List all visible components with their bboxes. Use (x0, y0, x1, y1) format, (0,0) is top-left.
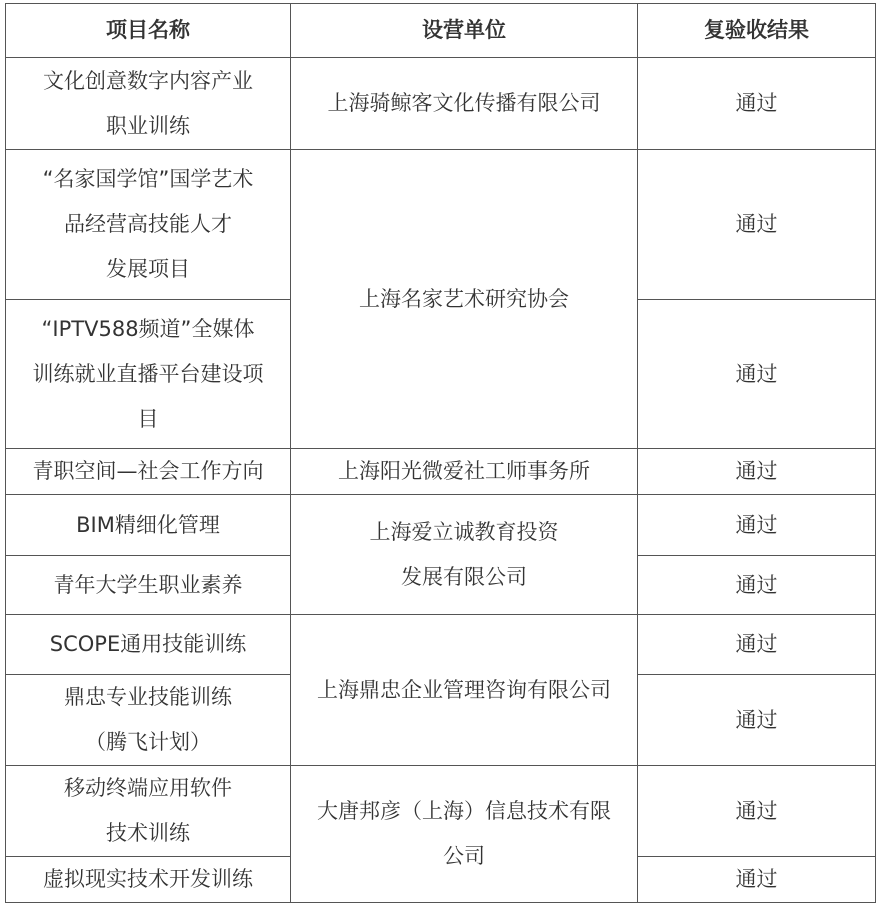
table-row (6, 615, 876, 675)
project-cell (6, 615, 291, 675)
unit-name-line: 大唐邦彦（上海）信息技术有限 (317, 799, 611, 823)
project-name-line: 品经营高技能人才 (64, 212, 232, 236)
project-name-line: SCOPE通用技能训练 (49, 632, 247, 656)
table-row (6, 766, 876, 857)
table-row (6, 449, 876, 495)
project-name-line: 发展项目 (106, 257, 190, 281)
unit-name-line: 上海爱立诚教育投资 (369, 519, 559, 544)
result-cell: 通过 (638, 857, 876, 903)
result-cell: 通过 (638, 615, 876, 675)
unit-name-line: 上海鼎忠企业管理咨询有限公司 (317, 677, 611, 702)
project-name-line: 青职空间—社会工作方向 (32, 459, 264, 483)
project-cell (6, 449, 291, 495)
result-cell: 通过 (638, 556, 876, 615)
project-name-line: 文化创意数字内容产业 (43, 68, 253, 93)
project-cell (6, 766, 291, 857)
results-table (5, 3, 876, 903)
unit-name-line: 上海阳光微爱社工师事务所 (338, 459, 590, 483)
project-cell (6, 675, 291, 766)
unit-cell (291, 150, 638, 449)
project-cell (6, 495, 291, 556)
project-cell (6, 150, 291, 300)
result-cell: 通过 (638, 58, 876, 150)
unit-cell (291, 449, 638, 495)
result-cell: 通过 (638, 675, 876, 766)
unit-name-line: 上海骑鲸客文化传播有限公司 (327, 91, 601, 115)
result-cell: 通过 (638, 150, 876, 300)
result-cell: 通过 (638, 495, 876, 556)
unit-name-line: 上海名家艺术研究协会 (359, 286, 569, 311)
header-unit: 设营单位 (291, 4, 638, 58)
project-name-line: BIM精细化管理 (76, 512, 220, 537)
header-project: 项目名称 (6, 4, 291, 58)
project-name-line: “名家国学馆”国学艺术 (42, 167, 254, 191)
unit-cell (291, 495, 638, 615)
project-name-line: “IPTV588频道”全媒体 (41, 316, 255, 341)
table-row (6, 150, 876, 300)
unit-cell (291, 58, 638, 150)
project-cell (6, 58, 291, 150)
project-cell (6, 300, 291, 449)
project-name-line: 鼎忠专业技能训练 (64, 685, 232, 709)
project-name-line: 技术训练 (106, 821, 190, 845)
result-cell: 通过 (638, 300, 876, 449)
header-row (6, 4, 876, 58)
unit-cell (291, 615, 638, 766)
project-cell (6, 556, 291, 615)
unit-name-line: 公司 (443, 844, 485, 868)
project-name-line: 虚拟现实技术开发训练 (43, 867, 253, 891)
table-row (6, 58, 876, 150)
project-name-line: 移动终端应用软件 (64, 776, 232, 800)
project-name-line: 职业训练 (106, 113, 190, 138)
header-result: 复验收结果 (638, 4, 876, 58)
unit-cell (291, 766, 638, 903)
project-name-line: （腾飞计划） (85, 730, 211, 754)
unit-name-line: 发展有限公司 (401, 564, 527, 589)
project-name-line: 青年大学生职业素养 (53, 572, 243, 597)
project-cell (6, 857, 291, 903)
project-name-line: 目 (137, 406, 159, 431)
table-row (6, 495, 876, 556)
result-cell: 通过 (638, 766, 876, 857)
project-name-line: 训练就业直播平台建设项 (32, 361, 264, 386)
result-cell: 通过 (638, 449, 876, 495)
